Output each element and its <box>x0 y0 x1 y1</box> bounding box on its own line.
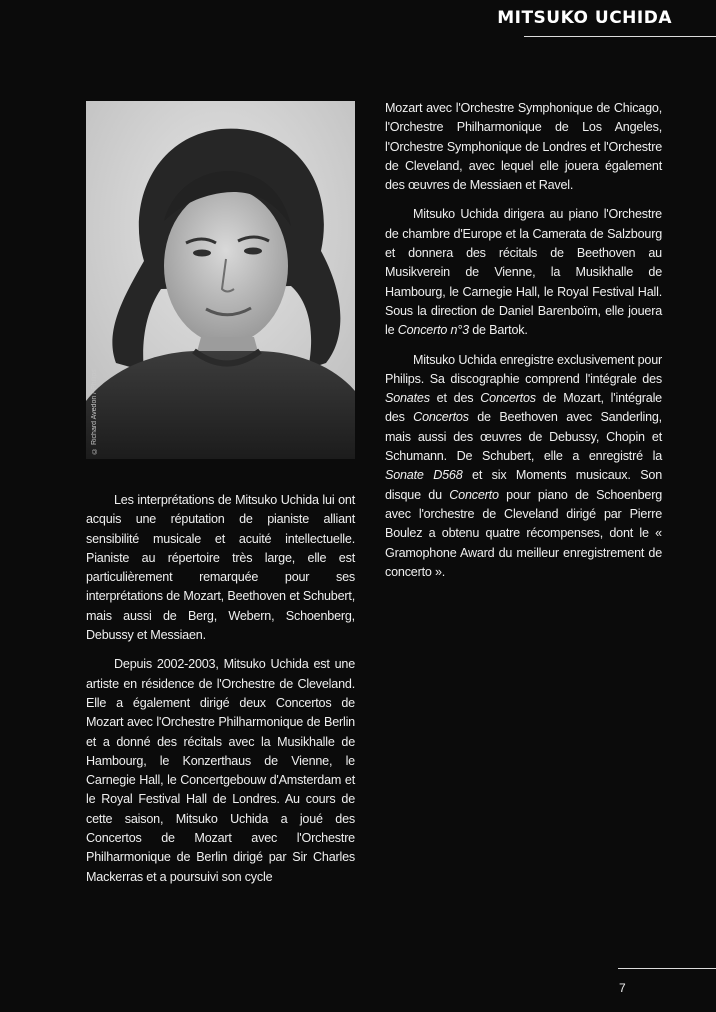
work-title: Concerto <box>449 487 499 502</box>
page-number: 7 <box>619 981 626 995</box>
text-run: et des <box>429 391 481 406</box>
work-title: Sonates <box>385 391 430 406</box>
text-run: et six Moments musicaux. Son disque du <box>385 468 662 502</box>
right-paragraph-2 <box>385 205 662 340</box>
right-column <box>385 99 662 582</box>
left-paragraph-2: Depuis 2002-2003, Mitsuko Uchida est une artiste en résidence de l'Orchestre de Cleveland. Elle a également dirigé deux Concertos de Mozart avec l'Orchestre Philharmonique de Berlin et a donné des récitals avec la Musikhalle de Hambourg, le Konzerthaus de Vienne, le Carnegie Hall, le Concertgebouw d'Amsterdam et le Royal Festival Hall de Londres. Au cours de cette saison, Mitsuko Uchida a joué des Concertos de Mozart avec l'Orchestre Philharmonique de Berlin dirigé par Sir Charles Mackerras et a poursuivi son cycle <box>86 657 355 884</box>
left-column <box>86 491 355 887</box>
right-paragraph-1: Mozart avec l'Orchestre Symphonique de Chicago, l'Orchestre Philharmonique de Los Angeles, l'Orchestre Symphonique de Londres et l'Orchestre de Cleveland, avec lequel elle jouera également des œuvres de Messiaen et Ravel. <box>385 101 662 193</box>
work-title: Concertos <box>480 391 536 406</box>
text-run: de Bartok. <box>468 323 528 338</box>
page-header-title: MITSUKO UCHIDA <box>497 8 672 28</box>
work-title: Concerto n°3 <box>397 323 469 338</box>
text-run: de Beethoven avec Sanderling, mais aussi des œuvres de Debussy, Chopin et Schumann. De Schubert, elle a enregistré la <box>385 410 662 464</box>
photo-credit: © Richard Avedon / Philips <box>91 369 98 454</box>
text-run: Mitsuko Uchida enregistre exclusivement pour Philips. Sa discographie comprend l'intégrale des <box>385 352 662 386</box>
portrait-image <box>86 101 355 459</box>
work-title: Concertos <box>413 410 469 425</box>
right-paragraph-3 <box>385 351 662 583</box>
header-rule <box>524 36 716 37</box>
text-run: de Mozart, l'intégrale des <box>385 391 662 425</box>
left-paragraph-1: Les interprétations de Mitsuko Uchida lui ont acquis une réputation de pianiste alliant sensibilité musicale et acuité intellectuelle. Pianiste au répertoire très large, elle est particulièrement remarquée pour ses interprétations de Mozart, Beethoven et Schubert, mais aussi de Berg, Webern, Schoenberg, Debussy et Messiaen. <box>86 493 355 643</box>
portrait-photo <box>86 101 355 459</box>
text-run: pour piano de Schoenberg avec l'orchestre de Cleveland dirigé par Pierre Boulez a obtenu quatre récompenses, dont le « Gramophone Award du meilleur enregistrement de concerto ». <box>385 487 662 579</box>
work-title: Sonate D568 <box>385 468 463 483</box>
text-run: Mitsuko Uchida dirigera au piano l'Orchestre de chambre d'Europe et la Camerata de Salzbourg et donnera des récitals de Beethoven au Musikverein de Vienne, la Musikhalle de Hambourg, le Carnegie Hall, le Royal Festival Hall. Sous la direction de Daniel Barenboïm, elle jouera le <box>385 207 662 338</box>
footer-rule <box>618 968 716 969</box>
